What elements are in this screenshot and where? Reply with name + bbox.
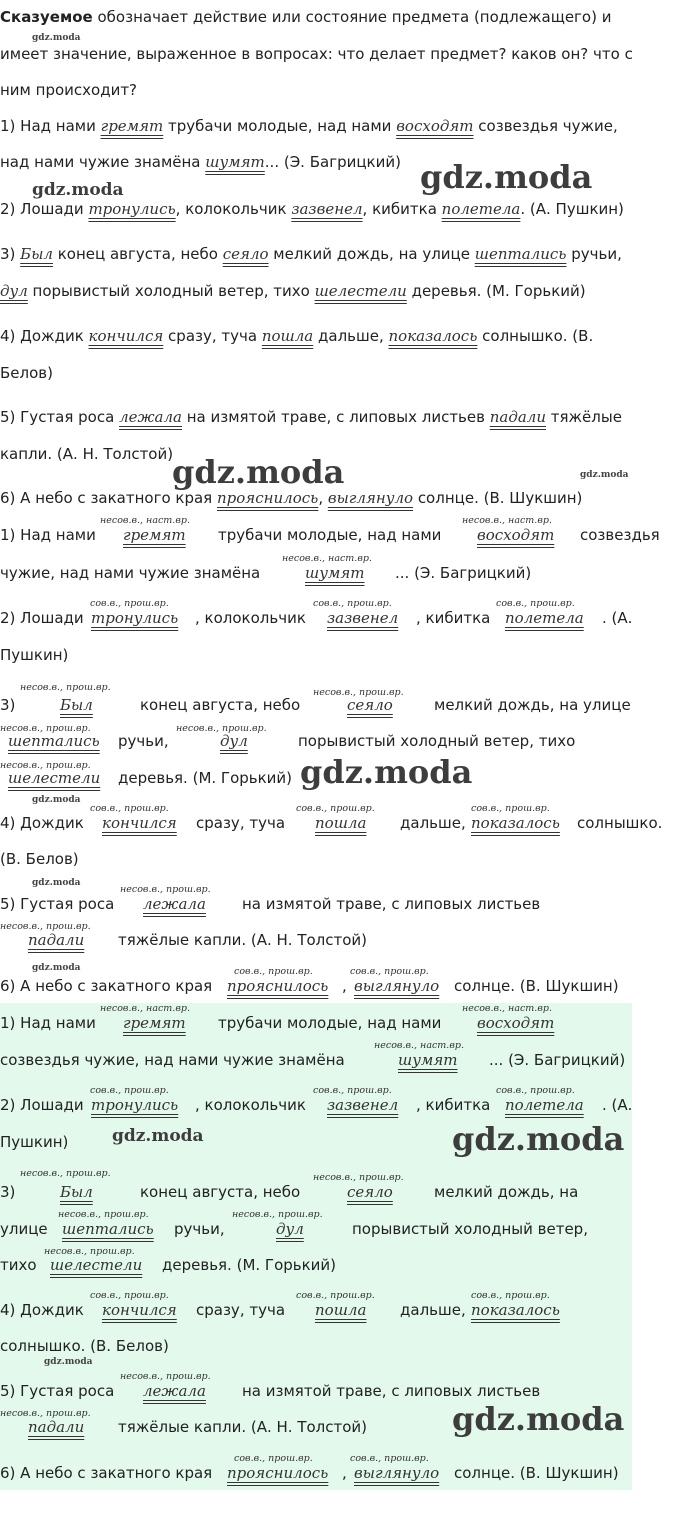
text: ручьи, [118,732,169,750]
text: 4) Дождик [0,814,84,832]
watermark: gdz.moda [32,180,124,200]
grammar-annotation: сов.в., прош.вр. [496,598,575,609]
text-line: 6) А небо с закатного края прояснилось, выглянуло солнце. (В. Шукшин) [0,489,583,507]
text: 1) Над нами [0,1014,96,1032]
predicate: полетела [505,1096,584,1114]
predicate: дул [276,1220,304,1238]
text: сразу, туча [196,814,286,832]
grammar-annotation: несов.в., прош.вр. [120,884,211,895]
text-line: 1) Над нами гремят трубачи молодые, над нами восходят созвездья чужие, [0,117,618,135]
predicate: тронулись [88,200,176,218]
text: , кибитка [416,1096,491,1114]
predicate: прояснилось [216,489,319,507]
predicate: дул [0,282,28,300]
predicate: шелестели [8,769,101,787]
text-line: Белов) [0,364,53,382]
text: трубачи молодые, над нами [218,526,442,544]
predicate: зазвенел [327,609,399,627]
predicate: выглянуло [327,489,414,507]
predicate: сеяло [222,245,269,263]
text-line: дул порывистый холодный ветер, тихо шелестели деревья. (М. Горький) [0,282,586,300]
predicate: полетела [441,200,521,218]
text: ... (Э. Багрицкий) [489,1051,626,1069]
watermark: gdz.moda [300,753,473,791]
predicate: восходят [396,117,474,135]
watermark: gdz.moda [452,1120,625,1158]
predicate: лежала [119,408,182,426]
text: дальше, [400,814,466,832]
text-line: Сказуемое обозначает действие или состояние предмета (подлежащего) и [0,8,612,26]
text: ручьи, [174,1220,225,1238]
predicate: кончился [102,1301,177,1319]
grammar-annotation: несов.в., наст.вр. [100,1003,190,1014]
predicate: показалось [388,327,478,345]
text: 5) Густая роса [0,895,115,913]
text: 6) А небо с закатного края [0,1464,213,1482]
predicate: падали [489,408,546,426]
text: ... (Э. Багрицкий) [395,564,532,582]
predicate: шумят [398,1051,458,1069]
text-line: имеет значение, выраженное в вопросах: что делает предмет? каков он? что с [0,45,633,63]
grammar-annotation: несов.в., прош.вр. [44,1246,135,1257]
text: 6) А небо с закатного края [0,977,213,995]
predicate: Был [60,696,93,714]
grammar-annotation: несов.в., наст.вр. [374,1040,464,1051]
predicate: тронулись [91,609,179,627]
grammar-annotation: несов.в., прош.вр. [0,723,91,734]
text-line: 3) Был конец августа, небо сеяло мелкий дождь, на улице шептались ручьи, [0,245,622,263]
text-line: ним происходит? [0,81,138,99]
text: трубачи молодые, над нами [218,1014,442,1032]
grammar-annotation: сов.в., прош.вр. [350,966,429,977]
text: 2) Лошади [0,609,84,627]
text: Пушкин) [0,1133,69,1151]
predicate: сеяло [347,1183,393,1201]
text: порывистый холодный ветер, тихо [298,732,576,750]
predicate: восходят [477,526,555,544]
text: (В. Белов) [0,850,79,868]
text: 3) [0,696,16,714]
predicate: шелестели [50,1256,143,1274]
grammar-annotation: сов.в., прош.вр. [313,1085,392,1096]
predicate: шумят [305,564,365,582]
text: мелкий дождь, на [434,1183,579,1201]
predicate: показалось [471,1301,560,1319]
text: улице [0,1220,48,1238]
grammar-annotation: несов.в., прош.вр. [313,687,404,698]
text: , колокольчик [195,609,306,627]
grammar-annotation: несов.в., прош.вр. [58,1209,149,1220]
predicate: сеяло [347,696,393,714]
text: деревья. (М. Горький) [162,1256,337,1274]
grammar-annotation: несов.в., наст.вр. [462,515,552,526]
grammar-annotation: сов.в., прош.вр. [234,966,313,977]
text: , кибитка [416,609,491,627]
grammar-annotation: несов.в., прош.вр. [120,1371,211,1382]
grammar-annotation: сов.в., прош.вр. [496,1085,575,1096]
text: . (А. [602,1096,633,1114]
predicate: восходят [477,1014,555,1032]
text: 2) Лошади [0,1096,84,1114]
predicate: дул [220,732,248,750]
text: 1) Над нами [0,526,96,544]
grammar-annotation: несов.в., прош.вр. [176,723,267,734]
text-line: 5) Густая роса лежала на измятой траве, с липовых листьев падали тяжёлые [0,408,622,426]
text: тяжёлые капли. (А. Н. Толстой) [118,931,368,949]
text: конец августа, небо [140,1183,301,1201]
text-line: над нами чужие знамёна шумят... (Э. Багрицкий) [0,153,401,171]
predicate: шелестели [314,282,407,300]
grammar-annotation: несов.в., прош.вр. [20,682,111,693]
text-line: 4) Дождик кончился сразу, туча пошла дальше, показалось солнышко. (В. [0,327,594,345]
watermark: gdz.moda [172,453,345,491]
grammar-annotation: сов.в., прош.вр. [471,1290,550,1301]
predicate: прояснилось [227,977,329,995]
predicate: гремят [123,526,186,544]
predicate: зазвенел [327,1096,399,1114]
grammar-annotation: сов.в., прош.вр. [234,1453,313,1464]
text: 5) Густая роса [0,1382,115,1400]
text: солнышко. (В. Белов) [0,1337,169,1355]
text: , колокольчик [195,1096,306,1114]
grammar-annotation: несов.в., прош.вр. [0,1408,91,1419]
text: порывистый холодный ветер, [352,1220,588,1238]
text: 4) Дождик [0,1301,84,1319]
predicate: Был [60,1183,93,1201]
grammar-annotation: несов.в., прош.вр. [232,1209,323,1220]
text: , [342,977,347,995]
predicate: пошла [315,1301,367,1319]
grammar-annotation: сов.в., прош.вр. [90,803,169,814]
grammar-annotation: сов.в., прош.вр. [296,803,375,814]
grammar-annotation: несов.в., прош.вр. [313,1172,404,1183]
text: , [342,1464,347,1482]
predicate: лежала [143,895,206,913]
predicate: шептались [62,1220,154,1238]
text: солнце. (В. Шукшин) [454,977,619,995]
watermark: gdz.moda [32,963,81,973]
predicate: пошла [261,327,314,345]
grammar-annotation: несов.в., наст.вр. [100,515,190,526]
watermark: gdz.moda [580,470,629,480]
text: . (А. [602,609,633,627]
grammar-annotation: сов.в., прош.вр. [313,598,392,609]
watermark: gdz.moda [452,1400,625,1438]
text: созвездья чужие, над нами чужие знамёна [0,1051,345,1069]
predicate: полетела [505,609,584,627]
text: дальше, [400,1301,466,1319]
predicate: показалось [471,814,560,832]
predicate: выглянуло [354,977,440,995]
watermark: gdz.moda [32,878,81,888]
text: конец августа, небо [140,696,301,714]
text: на измятой траве, с липовых листьев [242,1382,541,1400]
text: солнышко. [577,814,663,832]
text: солнце. (В. Шукшин) [454,1464,619,1482]
text: на измятой траве, с липовых листьев [242,895,541,913]
text-line: 2) Лошади тронулись, колокольчик зазвенел, кибитка полетела. (А. Пушкин) [0,200,624,218]
predicate: выглянуло [354,1464,440,1482]
grammar-annotation: сов.в., прош.вр. [471,803,550,814]
predicate: шептались [474,245,567,263]
grammar-annotation: несов.в., наст.вр. [282,553,372,564]
grammar-annotation: сов.в., прош.вр. [296,1290,375,1301]
watermark: gdz.moda [44,1357,93,1367]
text: 3) [0,1183,16,1201]
predicate: гремят [123,1014,186,1032]
predicate: гремят [100,117,164,135]
watermark: gdz.moda [420,158,593,196]
watermark: gdz.moda [32,33,81,43]
grammar-annotation: сов.в., прош.вр. [350,1453,429,1464]
predicate: Был [20,245,53,263]
predicate: прояснилось [227,1464,329,1482]
text: Пушкин) [0,646,69,664]
watermark: gdz.moda [32,795,81,805]
grammar-annotation: сов.в., прош.вр. [90,598,169,609]
text: тихо [0,1256,37,1274]
text-line: капли. (А. Н. Толстой) [0,445,174,463]
predicate: падали [28,931,85,949]
grammar-annotation: несов.в., прош.вр. [0,921,91,932]
predicate: лежала [143,1382,206,1400]
grammar-annotation: несов.в., наст.вр. [462,1003,552,1014]
text: деревья. (М. Горький) [118,769,293,787]
predicate: шумят [205,153,265,171]
term-bold: Сказуемое [0,8,93,26]
grammar-annotation: несов.в., прош.вр. [20,1168,111,1179]
grammar-annotation: сов.в., прош.вр. [90,1290,169,1301]
text: мелкий дождь, на улице [434,696,631,714]
text: созвездья [580,526,660,544]
predicate: шептались [8,732,100,750]
watermark: gdz.moda [112,1126,204,1146]
predicate: зазвенел [291,200,363,218]
grammar-annotation: несов.в., прош.вр. [0,760,91,771]
text: тяжёлые капли. (А. Н. Толстой) [118,1418,368,1436]
predicate: кончился [88,327,164,345]
text: сразу, туча [196,1301,286,1319]
predicate: кончился [102,814,177,832]
predicate: пошла [315,814,367,832]
text: чужие, над нами чужие знамёна [0,564,261,582]
predicate: падали [28,1418,85,1436]
grammar-annotation: сов.в., прош.вр. [90,1085,169,1096]
predicate: тронулись [91,1096,179,1114]
